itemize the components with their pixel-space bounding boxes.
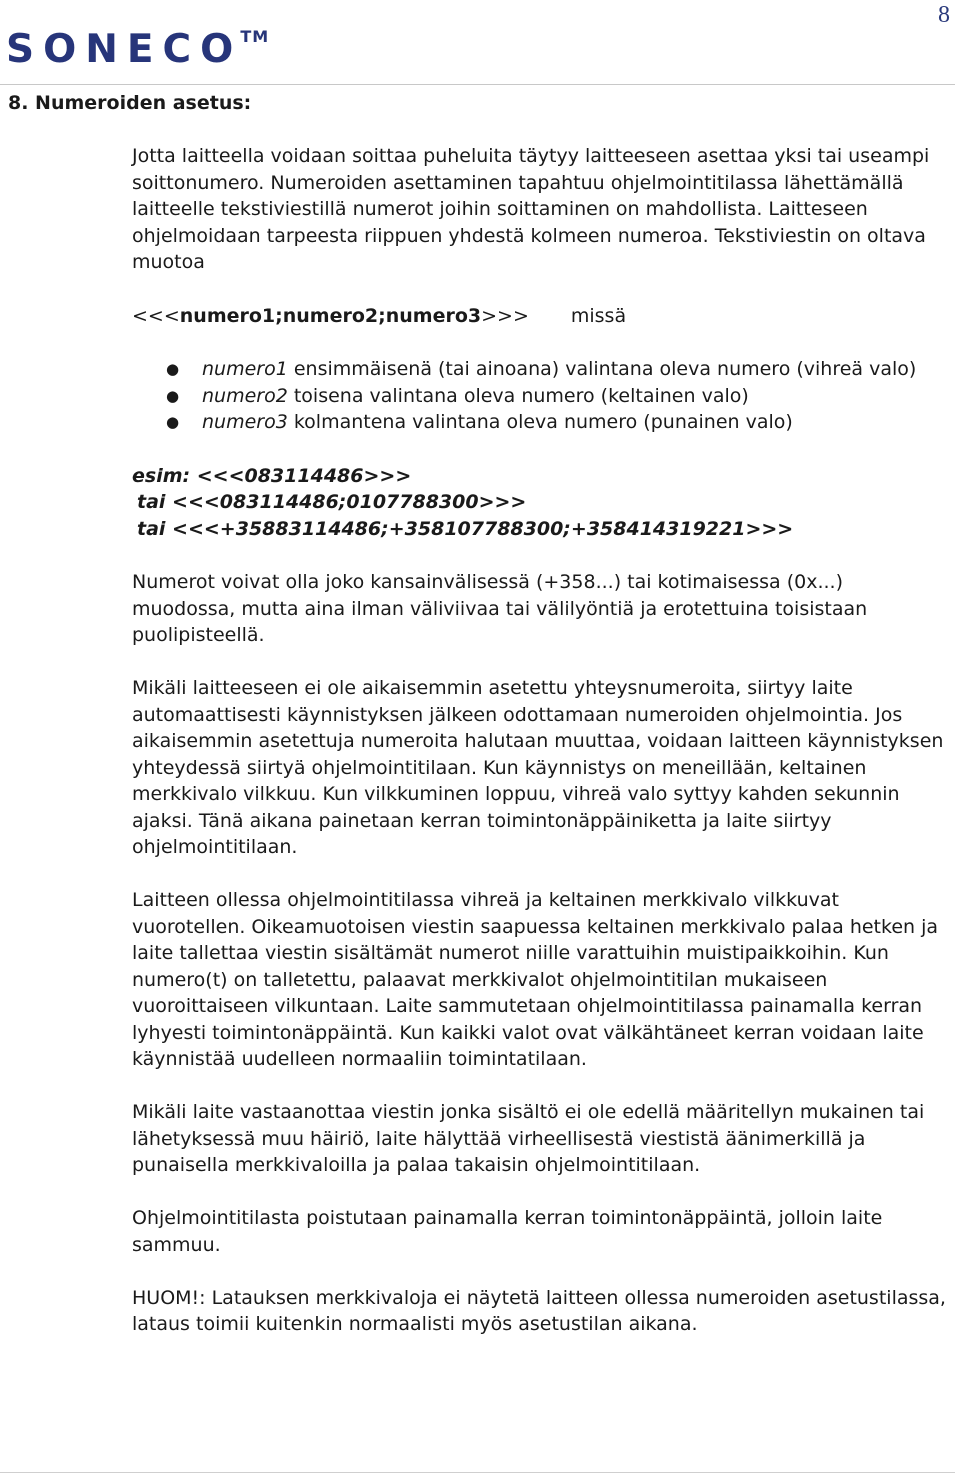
example-value: <<<083114486>>> bbox=[196, 464, 412, 487]
list-item bbox=[132, 409, 952, 436]
number-format-paragraph: Numerot voivat olla joko kansainvälisessä (+358...) tai kotimaisessa (0x...) muodossa, mutta aina ilman väliviivaa tai välilyöntiä ja erotettuina toisistaan puolipisteellä. bbox=[132, 571, 868, 646]
format-close: >>> bbox=[481, 304, 529, 327]
programming-mode-paragraph: Laitteen ollessa ohjelmointitilassa vihreä ja keltainen merkkivalo vilkkuvat vuorotellen. Oikeamuotoisen viestin saapuessa keltainen merkkivalo palaa hetken ja laite tallettaa viestin sisältämät numerot niille varattuihin muistipaikkoihin. Kun numero(t) on talletettu, palaavat merkkivalot ohjelmointitilan mukaiseen vuoroittaiseen vilkuntaan. Laite sammutetaan ohjelmointitilassa painamalla kerran lyhyesti toimintonäppäintä. Kun kaikki valot ovat välkähtäneet kerran voidaan laite käynnistää uudelleen normaaliin toimintatilaan. bbox=[132, 889, 939, 1070]
error-paragraph: Mikäli laite vastaanottaa viestin jonka sisältö ei ole edellä määritellyn mukainen tai lähetyksessä muu häiriö, laite hälyttää virheellisestä viestistä äänimerkillä ja punaisella merkkivaloilla ja palaa takaisin ohjelmointitilaan. bbox=[132, 1101, 925, 1176]
example-line bbox=[132, 489, 952, 516]
definition-term: numero3 bbox=[202, 411, 288, 433]
definition-term: numero1 bbox=[202, 358, 288, 380]
bullet-icon: ● bbox=[166, 386, 180, 405]
document-body bbox=[132, 143, 952, 1364]
trademark-symbol: TM bbox=[240, 27, 270, 46]
intro-paragraph: Jotta laitteella voidaan soittaa puheluita täytyy laitteeseen asettaa yksi tai useampi soittonumero. Numeroiden asettaminen tapahtuu ohjelmointitilassa lähettämällä laitteelle tekstiviestillä numerot joihin soittaminen on mahdollista. Laitteseen ohjelmoidaan tarpeesta riippuen yhdestä kolmeen numeroa. Tekstiviestin on oltava muotoa bbox=[132, 145, 930, 273]
definition-text: kolmantena valintana oleva numero (punainen valo) bbox=[287, 411, 793, 433]
definition-text: toisena valintana oleva numero (keltainen valo) bbox=[287, 384, 749, 407]
example-line bbox=[132, 463, 952, 490]
page-number: 8 bbox=[938, 2, 950, 28]
footer-divider bbox=[0, 1472, 955, 1473]
number-definitions bbox=[132, 356, 952, 436]
example-value: <<<+35883114486;+358107788300;+358414319221>>> bbox=[172, 517, 794, 540]
bullet-icon: ● bbox=[166, 413, 180, 431]
bullet-icon: ● bbox=[166, 360, 180, 378]
example-prefix: tai bbox=[137, 517, 166, 540]
format-open: <<< bbox=[132, 304, 180, 327]
definition-term: numero2 bbox=[202, 384, 288, 407]
example-value: <<<083114486;0107788300>>> bbox=[172, 491, 527, 513]
header-divider bbox=[0, 84, 955, 85]
example-prefix: esim: bbox=[132, 464, 191, 487]
soneco-logo bbox=[6, 27, 270, 72]
example-prefix: tai bbox=[137, 491, 166, 513]
example-line bbox=[132, 516, 952, 543]
list-item bbox=[132, 356, 952, 383]
format-pattern: numero1;numero2;numero3 bbox=[179, 304, 482, 327]
definition-text: ensimmäisenä (tai ainoana) valintana oleva numero (vihreä valo) bbox=[287, 358, 917, 380]
message-format bbox=[132, 303, 952, 330]
list-item bbox=[132, 383, 952, 410]
format-where: missä bbox=[570, 304, 627, 327]
example-messages bbox=[132, 463, 952, 543]
note-paragraph: HUOM!: Latauksen merkkivaloja ei näytetä laitteen ollessa numeroiden asetustilassa, lataus toimii kuitenkin normaalisti myös asetustilan aikana. bbox=[132, 1286, 946, 1335]
section-title: 8. Numeroiden asetus: bbox=[8, 92, 252, 114]
exit-paragraph: Ohjelmointitilasta poistutaan painamalla kerran toimintonäppäintä, jolloin laite sammuu. bbox=[132, 1207, 883, 1256]
logo-text: SONECO bbox=[6, 27, 243, 72]
programming-entry-paragraph: Mikäli laitteeseen ei ole aikaisemmin asetettu yhteysnumeroita, siirtyy laite automaattisesti käynnistyksen jälkeen odottamaan numeroiden ohjelmointia. Jos aikaisemmin asetettuja numeroita halutaan muuttaa, voidaan laitteen käynnistyksen yhteydessä siirtyä ohjelmointitilaan. Kun käynnistys on meneillään, keltainen merkkivalo vilkkuu. Kun vilkkuminen loppuu, vihreä valo syttyy kahden sekunnin ajaksi. Tänä aikana painetaan kerran toimintonäppäiniketta ja laite siirtyy ohjelmointitilaan. bbox=[132, 677, 944, 858]
